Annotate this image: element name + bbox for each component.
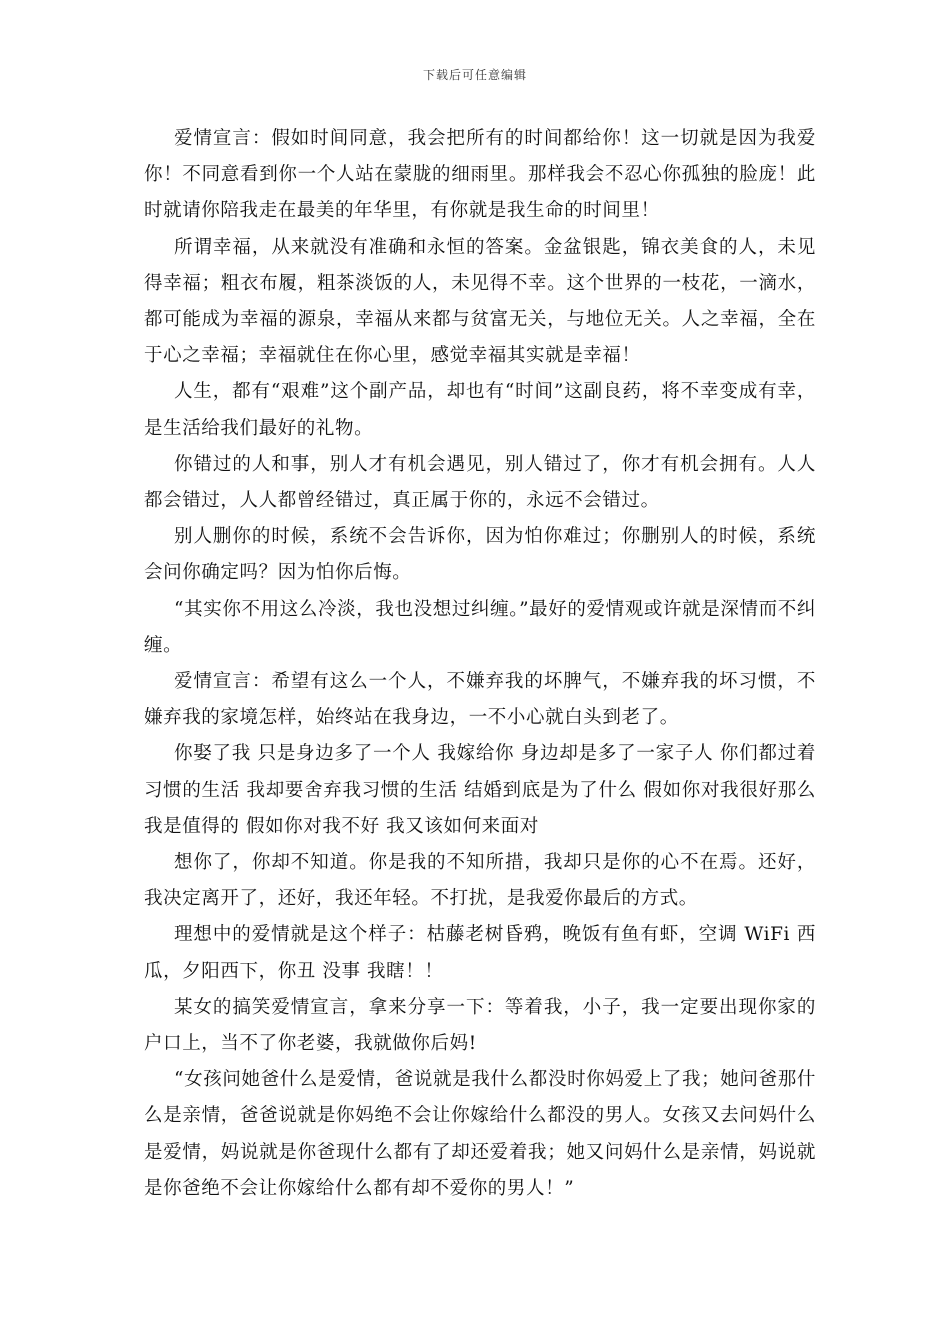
paragraph-10: 理想中的爱情就是这个样子：枯藤老树昏鸦，晚饭有鱼有虾，空调 WiFi 西瓜，夕阳西下，你丑 没事 我瞎！！	[144, 924, 816, 982]
paragraph-2: 所谓幸福，从来就没有准确和永恒的答案。金盆银匙，锦衣美食的人，未见得幸福；粗衣布履，粗茶淡饭的人，未见得不幸。这个世界的一枝花，一滴水，都可能成为幸福的源泉，幸福从来都与贫富无关，与地位无关。人之幸福，全在于心之幸福；幸福就住在你心里，感觉幸福其实就是幸福！	[144, 236, 816, 367]
paragraph-6: “其实你不用这么冷淡，我也没想过纠缠。”最好的爱情观或许就是深情而不纠缠。	[144, 598, 816, 656]
paragraph-7: 爱情宣言：希望有这么一个人，不嫌弃我的坏脾气，不嫌弃我的坏习惯，不嫌弃我的家境怎样，始终站在我身边，一不小心就白头到老了。	[144, 671, 816, 729]
paragraph-9: 想你了，你却不知道。你是我的不知所措，我却只是你的心不在焉。还好，我决定离开了，还好，我还年轻。不打扰，是我爱你最后的方式。	[144, 852, 816, 910]
header-note: 下载后可任意编辑	[422, 68, 527, 82]
paragraph-8: 你娶了我 只是身边多了一个人 我嫁给你 身边却是多了一家子人 你们都过着习惯的生活 我却要舍弃我习惯的生活 结婚到底是为了什么 假如你对我很好那么我是值得的 假如你对我不好 我又该如何来面对	[144, 743, 816, 837]
paragraph-12: “女孩问她爸什么是爱情，爸说就是我什么都没时你妈爱上了我；她问爸那什么是亲情，爸爸说就是你妈绝不会让你嫁给什么都没的男人。女孩又去问妈什么是爱情，妈说就是你爸现什么都有了却还爱着我；她又问妈什么是亲情，妈说就是你爸绝不会让你嫁给什么都有却不爱你的男人！”	[144, 1069, 816, 1199]
paragraph-3: 人生，都有“艰难”这个副产品，却也有“时间”这副良药，将不幸变成有幸，是生活给我们最好的礼物。	[144, 381, 816, 439]
paragraph-1: 爱情宣言：假如时间同意，我会把所有的时间都给你！这一切就是因为我爱你！不同意看到你一个人站在蒙胧的细雨里。那样我会不忍心你孤独的脸庞！此时就请你陪我走在最美的年华里，有你就是我生命的时间里！	[144, 128, 816, 222]
document-body	[144, 121, 816, 1207]
paragraph-5: 别人删你的时候，系统不会告诉你，因为怕你难过；你删别人的时候，系统会问你确定吗？因为怕你后悔。	[144, 526, 816, 584]
paragraph-11: 某女的搞笑爱情宣言，拿来分享一下：等着我，小子，我一定要出现你家的户口上，当不了你老婆，我就做你后妈!	[144, 996, 816, 1055]
paragraph-4: 你错过的人和事，别人才有机会遇见，别人错过了，你才有机会拥有。人人都会错过，人人都曾经错过，真正属于你的，永远不会错过。	[144, 453, 816, 512]
